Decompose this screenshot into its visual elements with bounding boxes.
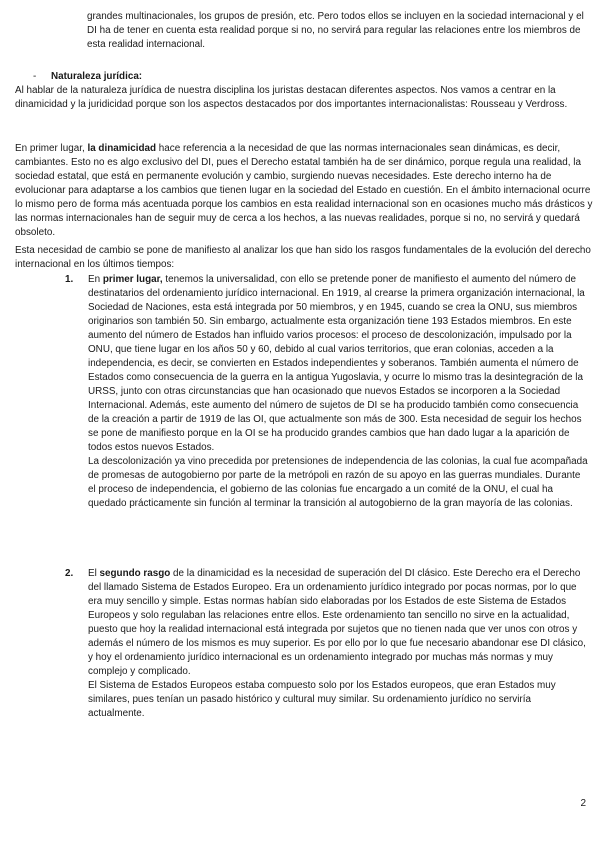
list-item-rest: tenemos la universalidad, con ello se pretende poner de manifiesto el aumento del número de destinatarios del ordenamiento jurídico internacional. En 1919, al crearse la primera organización internacional, la Sociedad de Naciones, esta está integrada por 50 miembros, y en 1945, cuando se crea la ONU, sus miembros originarios son también 50. Sin embargo, actualmente esta organización tiene 193 Estados miembros. En este aumento del número de Estados han influido varios procesos: el proceso de descolonización, impulsado por la ONU, que tiene lugar en los años 50 y 60, debido al cual varios territorios, que eran colonias, acceden a la independencia, es decir, se convierten en Estados independientes y soberanos. También aumenta el número de Estados como consecuencia de la guerra en la antigua Yugoslavia, y ocurre lo mismo tras la desintegración de la URSS, junto con otras circunstancias que han ocasionado que nuevos Estados se incorporen a la Sociedad Internacional. Además, este aumento del número de sujetos de DI se ha producido también como consecuencia de la creación a partir de 1919 de las OI, que actualmente son más de 300. Esta necesidad de seguir los hechos se pone de manifiesto porque en la OI se ha producido grandes cambios que han dado lugar a la aparición de todos estos nuevos Estados. bbox=[88, 274, 585, 453]
list-item-body bbox=[88, 273, 590, 511]
list-item-rest: de la dinamicidad es la necesidad de superación del DI clásico. Este Derecho era el Derecho del llamado Sistema de Estados Europeo. Era un ordenamiento jurídico integrado por pocas normas, por lo que era muy sencillo y simple. Estas normas habían sido elaboradas por los Estados de este Sistema de Estados Europeos y solo regulaban las relaciones entre ellos. Este ordenamiento tan sencillo no sirve en la actualidad, puesto que hoy la realidad internacional está integrada por sujetos que no tienen nada que ver unos con otros y además el número de los mismos es muy superior. Es por ello por lo que fue necesario abandonar ese DI clásico, y hoy el ordenamiento jurídico internacional es un ordenamiento integrado por muchas más normas y muy complejo y complicado. bbox=[88, 568, 586, 677]
paragraph-naturaleza: Al hablar de la naturaleza jurídica de nuestra disciplina los juristas destacan diferentes aspectos. Nos vamos a centrar en la dinamicidad y la juridicidad porque son los aspectos destacados por dos importantes internacionalistas: Rousseau y Verdross. bbox=[15, 85, 568, 110]
paragraph-bold-term: la dinamicidad bbox=[87, 143, 157, 154]
list-item-paragraph bbox=[88, 567, 590, 679]
list-item-number: 2. bbox=[65, 568, 74, 579]
section-heading-text: Naturaleza jurídica: bbox=[51, 71, 143, 82]
intro-paragraph: grandes multinacionales, los grupos de presión, etc. Pero todos ellos se incluyen en la sociedad internacional y el DI ha de tener en cuenta esta realidad porque si no, no servirá para regular las relaciones entre los miembros de esta realidad internacional. bbox=[87, 11, 584, 50]
list-item-number: 1. bbox=[65, 274, 74, 285]
paragraph-dinamicidad bbox=[15, 142, 593, 240]
bullet-dash: - bbox=[33, 71, 37, 82]
list-item-lead: En bbox=[88, 274, 103, 285]
list-item-bold-term: primer lugar, bbox=[102, 274, 163, 285]
paragraph-evolucion: Esta necesidad de cambio se pone de manifiesto al analizar los que han sido los rasgos fundamentales de la evolución del derecho internacional en los últimos tiempos: bbox=[15, 245, 591, 270]
list-item-paragraph bbox=[88, 273, 590, 455]
list-item-extra: La descolonización ya vino precedida por pretensiones de independencia de las colonias, la cual fue acompañada de promesas de autogobierno por parte de la metrópoli en razón de su apoyo en las guerras mundiales. Durante el proceso de independencia, el gobierno de las colonias fue encargado a un comité de la ONU, el cual ha quedado prácticamente sin función al terminar la transición al autogobierno de la gran mayoría de las colonias. bbox=[88, 456, 588, 509]
list-item-lead: El bbox=[88, 568, 100, 579]
list-item-body bbox=[88, 567, 590, 721]
page-number: 2 bbox=[580, 798, 586, 809]
section-heading bbox=[33, 70, 142, 84]
paragraph-lead: En primer lugar, bbox=[15, 143, 88, 154]
paragraph-rest: hace referencia a la necesidad de que las normas internacionales sean dinámicas, es decir, cambiantes. Esto no es algo exclusivo del DI, pues el Derecho estatal también ha de ser dinámico, porque regula una realidad, la sociedad estatal, que está en permanente evolución y cambio, surgiendo nuevas necesidades. Este derecho interno ha de evolucionar para adaptarse a los cambios que tienen lugar en la sociedad del Estado en cuestión. En el ámbito internacional ocurre lo mismo pero de forma más acentuada porque los cambios en esta realidad internacional son en ocasiones mucho más drásticos y las normas internacionales han de seguir muy de cerca a los hechos, a las nuevas realidades, porque si no, no servirá y quedará obsoleto. bbox=[15, 143, 593, 238]
list-item-bold-term: segundo rasgo bbox=[99, 568, 171, 579]
list-item-extra: El Sistema de Estados Europeos estaba compuesto solo por los Estados europeos, que eran Estados muy similares, pues tenían un pasado histórico y cultural muy similar. Su ordenamiento jurídico no serviría actualmente. bbox=[88, 680, 556, 719]
